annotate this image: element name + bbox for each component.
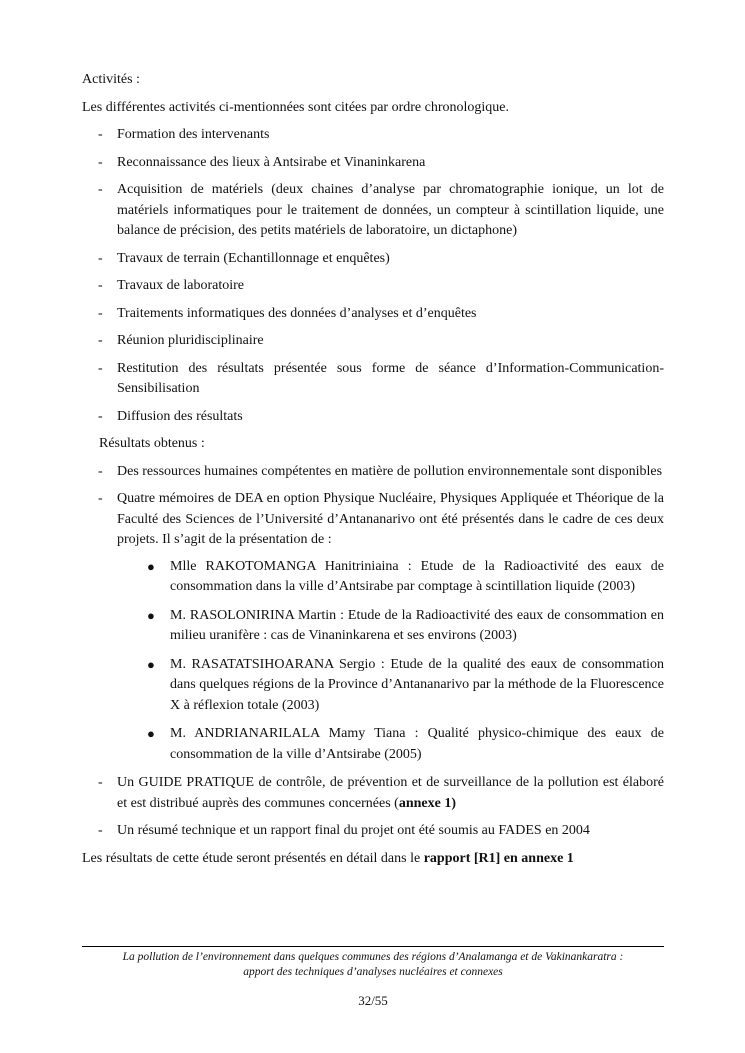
- list-item: - Quatre mémoires de DEA en option Physique Nucléaire, Physiques Appliquée et Théorique de la Faculté des Sciences de l’Université d’Antananarivo ont été présentés dans le cadre de ces deux projets. Il s’agit de la présentation de : ● Mlle RAKOTOMANGA Hanitriniaina : Etude de la Radioactivité des eaux de consommation dans la ville d’Antsirabe par comptage à scintillation liquide (2003) ● M. RASOLONIRINA Martin : Etude de la Radioactivité des eaux de consommation en milieu uranifère : cas de Vinaninkarena et ses environs (2003) ● M. RASATATSIHOARANA Sergio : Etude de la qualité des eaux de consommation dans quelques régions de la Province d’Antananarivo par la méthode de la Fluorescence X à réflexion totale (2003) ● M. ANDRIANARILALA Mamy Tiana : Qualité physico-chimique des eaux de consommation de la ville d’Antsirabe (2005): [82, 489, 664, 765]
- list-item: - Restitution des résultats présentée sous forme de séance d’Information-Communication-Sensibilisation: [98, 360, 664, 396]
- list-item: - Reconnaissance des lieux à Antsirabe et Vinaninkarena: [82, 153, 664, 174]
- annex-reference: annexe 1): [398, 795, 457, 811]
- bullet-icon: ●: [147, 726, 155, 741]
- dash-bullet: -: [98, 823, 103, 838]
- page-number: 32/55: [358, 993, 388, 1008]
- list-item: - Un GUIDE PRATIQUE de contrôle, de prévention et de surveillance de la pollution est élaboré et est distribué auprès des communes concernées (annexe 1): [98, 775, 664, 811]
- list-item: - Acquisition de matériels (deux chaines d’analyse par chromatographie ionique, un lot de matériels informatiques pour le traitement de données, un compteur à scintillation liquide, une balance de précision, des petits matériels de laboratoire, un dictaphone): [98, 182, 664, 238]
- dash-bullet: -: [98, 250, 103, 266]
- list-item: - Traitements informatiques des données d’analyses et d’enquêtes: [82, 304, 664, 325]
- conclusion-paragraph: Les résultats de cette étude seront présentés en détail dans le rapport [R1] en annexe 1: [82, 850, 574, 866]
- dash-bullet: -: [98, 182, 103, 197]
- page-footer: [82, 950, 664, 980]
- thesis-item: ● M. ANDRIANARILALA Mamy Tiana : Qualité physico-chimique des eaux de consommation de la ville d’Antsirabe (2005): [147, 726, 664, 762]
- thesis-item: ● M. RASATATSIHOARANA Sergio : Etude de la qualité des eaux de consommation dans quelques régions de la Province d’Antananarivo par la méthode de la Fluorescence X à réflexion totale (2003): [147, 656, 664, 713]
- page-body: [82, 70, 664, 876]
- dash-bullet: -: [98, 305, 103, 321]
- dash-bullet: -: [98, 333, 103, 348]
- footer-line-2: apport des techniques d’analyses nucléaires et connexes: [243, 966, 503, 978]
- list-item: - Formation des intervenants: [82, 125, 664, 146]
- dash-bullet: -: [98, 360, 103, 376]
- dash-bullet: -: [98, 408, 103, 424]
- list-item: - Travaux de laboratoire: [82, 276, 664, 297]
- dash-bullet: -: [98, 278, 103, 293]
- list-item: - Un résumé technique et un rapport final du projet ont été soumis au FADES en 2004: [82, 821, 664, 842]
- activities-intro: Les différentes activités ci-mentionnées sont citées par ordre chronologique.: [82, 99, 509, 115]
- dash-bullet: -: [98, 775, 103, 790]
- bullet-icon: ●: [147, 607, 155, 623]
- list-item: - Des ressources humaines compétentes en matière de pollution environnementale sont disponibles: [82, 462, 664, 483]
- theses-list: [117, 557, 664, 766]
- footer-divider: [82, 946, 664, 947]
- dash-bullet: -: [98, 154, 103, 170]
- thesis-item: ● M. RASOLONIRINA Martin : Etude de la Radioactivité des eaux de consommation en milieu uranifère : cas de Vinaninkarena et ses environs (2003): [147, 607, 664, 643]
- activities-heading: Activités :: [82, 72, 140, 87]
- activities-list: [82, 125, 664, 427]
- thesis-item: ● Mlle RAKOTOMANGA Hanitriniaina : Etude de la Radioactivité des eaux de consommation dans la ville d’Antsirabe par comptage à scintillation liquide (2003): [147, 558, 664, 594]
- list-item: - Travaux de terrain (Echantillonnage et enquêtes): [82, 249, 664, 270]
- results-list: [82, 462, 664, 842]
- dash-bullet: -: [98, 463, 103, 479]
- dash-bullet: -: [98, 491, 103, 506]
- dash-bullet: -: [98, 127, 103, 142]
- list-item: - Réunion pluridisciplinaire: [82, 331, 664, 352]
- results-heading: Résultats obtenus :: [99, 436, 205, 451]
- footer-line-1: La pollution de l’environnement dans quelques communes des régions d’Analamanga et de Vakinankaratra :: [122, 951, 624, 963]
- list-item: - Diffusion des résultats: [82, 407, 664, 428]
- bullet-icon: ●: [147, 558, 155, 574]
- report-reference: rapport [R1] en annexe 1: [423, 850, 574, 866]
- bullet-icon: ●: [147, 656, 155, 672]
